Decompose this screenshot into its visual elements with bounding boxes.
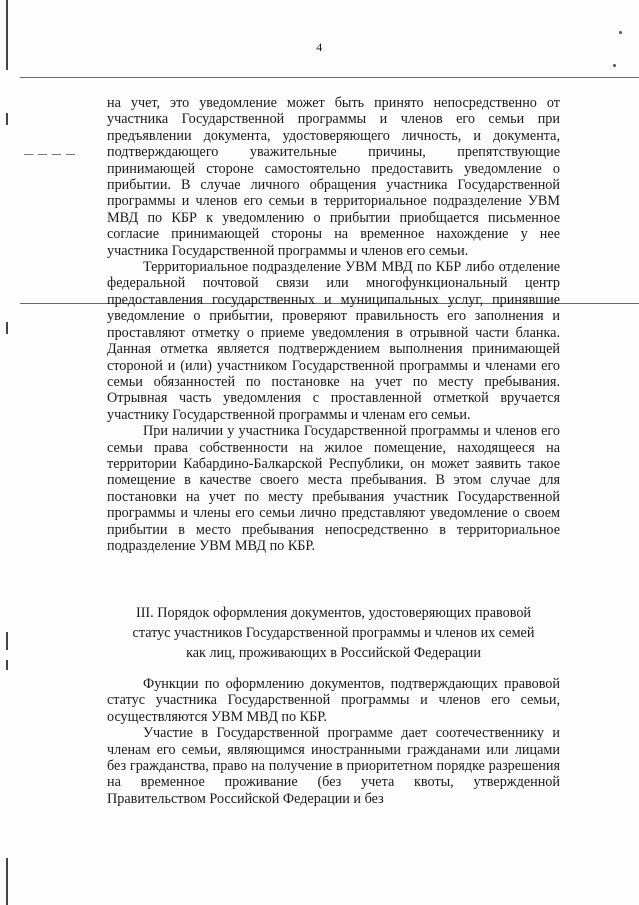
paragraph: При наличии у участника Государственной программы и членов его семьи права собственности на жилое помещение, находящееся на территории Кабардино-Балкарской Республики, он может заявить такое помещение в качестве своего места пребывания. В этом случае для постановки на учет по месту пребывания участник Государственной программы и члены его семьи лично представляют уведомление о своем прибытии в место пребывания непосредственно в территориальное подразделение УВМ МВД по КБР. bbox=[107, 423, 560, 554]
scan-edge-mark bbox=[6, 113, 8, 125]
scan-edge-mark bbox=[6, 632, 8, 650]
paragraph: Функции по оформлению документов, подтверждающих правовой статус участника Государственной программы и членов его семьи, осуществляются УВМ МВД по КБР. bbox=[107, 676, 560, 725]
page-number: 4 bbox=[316, 40, 323, 54]
heading-line: статус участников Государственной программы и членов их семей bbox=[132, 625, 535, 641]
paragraph: Участие в Государственной программе дает соотечественнику и членам его семьи, являющимся иностранными гражданами или лицами без гражданства, право на получение в приоритетном порядке разрешения на временное проживание (без учета квоты, утвержденной Правительством Российской Федерации и без bbox=[107, 725, 560, 807]
paragraph: Территориальное подразделение УВМ МВД по КБР либо отделение федеральной почтовой связи или многофункциональный центр предоставления государственных и муниципальных услуг, принявшие уведомление о прибытии, проверяют правильность его заполнения и проставляют отметку о приеме уведомления в отрывной части бланка. Данная отметка является подтверждением выполнения принимающей стороной и (или) участником Государственной программы и членами его семьи обязанностей по постановке на учет по месту пребывания. Отрывная часть уведомления с проставленной отметкой вручается участнику Государственной программы и членам его семьи. bbox=[107, 259, 560, 423]
heading-line: III. Порядок оформления документов, удостоверяющих правовой bbox=[135, 605, 532, 621]
scan-edge-mark bbox=[6, 858, 8, 905]
scan-speck bbox=[613, 64, 616, 67]
scan-edge-mark bbox=[6, 322, 8, 334]
scan-edge-mark bbox=[6, 0, 8, 70]
scan-dash-mark bbox=[24, 154, 76, 155]
section-body bbox=[107, 95, 560, 554]
scan-edge-mark bbox=[6, 660, 8, 670]
scan-speck bbox=[619, 31, 622, 34]
heading-line: как лиц, проживающих в Российской Федерации bbox=[186, 645, 481, 661]
section-heading bbox=[100, 603, 567, 663]
paragraph: на учет, это уведомление может быть принято непосредственно от участника Государственной программы и членов его семьи при предъявлении документа, удостоверяющего личность, и документа, подтверждающего уважительные причины, препятствующие принимающей стороне самостоятельно предоставить уведомление о прибытии. В случае личного обращения участника Государственной программы и членов его семьи в территориальное подразделение УВМ МВД по КБР к уведомлению о прибытии приобщается письменное согласие принимающей стороны на временное нахождение у нее участника Государственной программы и членов его семьи. bbox=[107, 95, 560, 259]
scan-line-top bbox=[20, 77, 639, 78]
section-body bbox=[107, 676, 560, 807]
